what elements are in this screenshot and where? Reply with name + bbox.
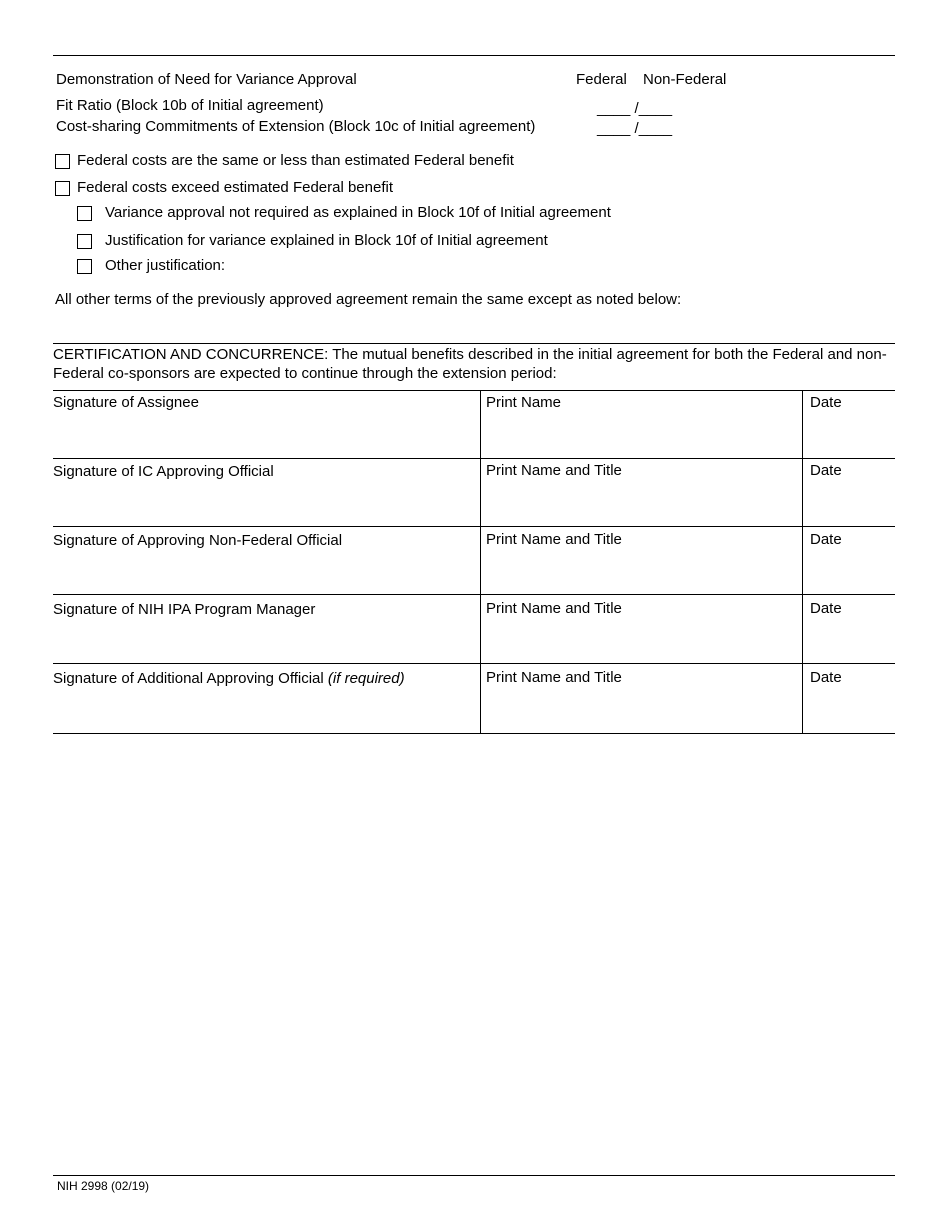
nonfederal-official-date-label: Date (810, 531, 842, 548)
section-title: Demonstration of Need for Variance Approval (56, 71, 357, 88)
nonfederal-official-signature-label: Signature of Approving Non-Federal Official (53, 532, 343, 549)
program-manager-date-label: Date (810, 600, 842, 617)
checkbox-other-justification[interactable] (77, 259, 92, 274)
additional-official-print-name-label: Print Name and Title (486, 669, 622, 686)
additional-official-signature-label: Signature of Additional Approving Official (53, 670, 324, 687)
checkbox-justification-explained-label: Justification for variance explained in Block 10f of Initial agreement (105, 232, 548, 249)
certification-text: CERTIFICATION AND CONCURRENCE: The mutual benefits described in the initial agreement for both the Federal and non-Federal co-sponsors are expected to continue through the extension period: (53, 346, 887, 382)
checkbox-variance-not-required-label: Variance approval not required as explained in Block 10f of Initial agreement (105, 204, 611, 221)
federal-column-header: Federal (576, 71, 627, 88)
nonfederal-official-signature-field[interactable] (53, 532, 342, 549)
checkbox-costs-same-or-less-label: Federal costs are the same or less than estimated Federal benefit (77, 152, 514, 169)
assignee-date-label: Date (810, 394, 842, 411)
additional-official-print-name-field[interactable] (486, 669, 622, 686)
checkbox-costs-same-or-less[interactable] (55, 154, 70, 169)
nonfederal-official-date-field[interactable] (810, 531, 842, 548)
table-rule (53, 458, 895, 459)
ic-official-date-label: Date (810, 462, 842, 479)
checkbox-justification-explained[interactable] (77, 234, 92, 249)
program-manager-print-name-label: Print Name and Title (486, 600, 622, 617)
nonfederal-official-print-name-field[interactable] (486, 531, 622, 548)
terms-note: All other terms of the previously approved agreement remain the same except as noted below: (55, 291, 682, 308)
ic-official-print-name-field[interactable] (486, 462, 622, 479)
form-identifier: NIH 2998 (02/19) (57, 1179, 150, 1193)
program-manager-signature-label: Signature of NIH IPA Program Manager (53, 601, 316, 618)
top-rule (53, 55, 895, 56)
cost-sharing-label: Cost-sharing Commitments of Extension (Block 10c of Initial agreement) (56, 118, 536, 135)
assignee-print-name-field[interactable] (486, 394, 561, 411)
program-manager-signature-field[interactable] (53, 601, 315, 618)
fit-ratio-field[interactable]: ____ /____ (597, 100, 673, 117)
checkbox-other-justification-label: Other justification: (105, 257, 226, 274)
additional-official-date-label: Date (810, 669, 842, 686)
checkbox-variance-not-required[interactable] (77, 206, 92, 221)
ic-official-print-name-label: Print Name and Title (486, 462, 622, 479)
cost-sharing-field[interactable]: ____ /____ (597, 120, 673, 137)
assignee-signature-field[interactable] (53, 394, 199, 411)
footer-rule (53, 1175, 895, 1176)
assignee-signature-label: Signature of Assignee (53, 394, 199, 411)
checkbox-costs-exceed[interactable] (55, 181, 70, 196)
table-rule (53, 663, 895, 664)
ic-official-signature-label: Signature of IC Approving Official (53, 463, 274, 480)
nonfederal-official-print-name-label: Print Name and Title (486, 531, 622, 548)
table-column-divider (480, 390, 481, 733)
ic-official-date-field[interactable] (810, 462, 842, 479)
additional-official-signature-field[interactable] (53, 670, 405, 687)
nonfederal-column-header: Non-Federal (643, 71, 727, 88)
certification-top-rule (53, 343, 895, 344)
additional-official-note: (if required) (327, 670, 405, 687)
table-rule (53, 526, 895, 527)
additional-official-date-field[interactable] (810, 669, 842, 686)
ic-official-signature-field[interactable] (53, 463, 274, 480)
assignee-date-field[interactable] (810, 394, 842, 411)
table-column-divider (802, 390, 803, 733)
assignee-print-name-label: Print Name (486, 394, 562, 411)
fit-ratio-label: Fit Ratio (Block 10b of Initial agreement) (56, 97, 324, 114)
program-manager-date-field[interactable] (810, 600, 842, 617)
table-rule (53, 733, 895, 734)
table-rule (53, 594, 895, 595)
table-rule (53, 390, 895, 391)
program-manager-print-name-field[interactable] (486, 600, 622, 617)
checkbox-costs-exceed-label: Federal costs exceed estimated Federal benefit (77, 179, 394, 196)
